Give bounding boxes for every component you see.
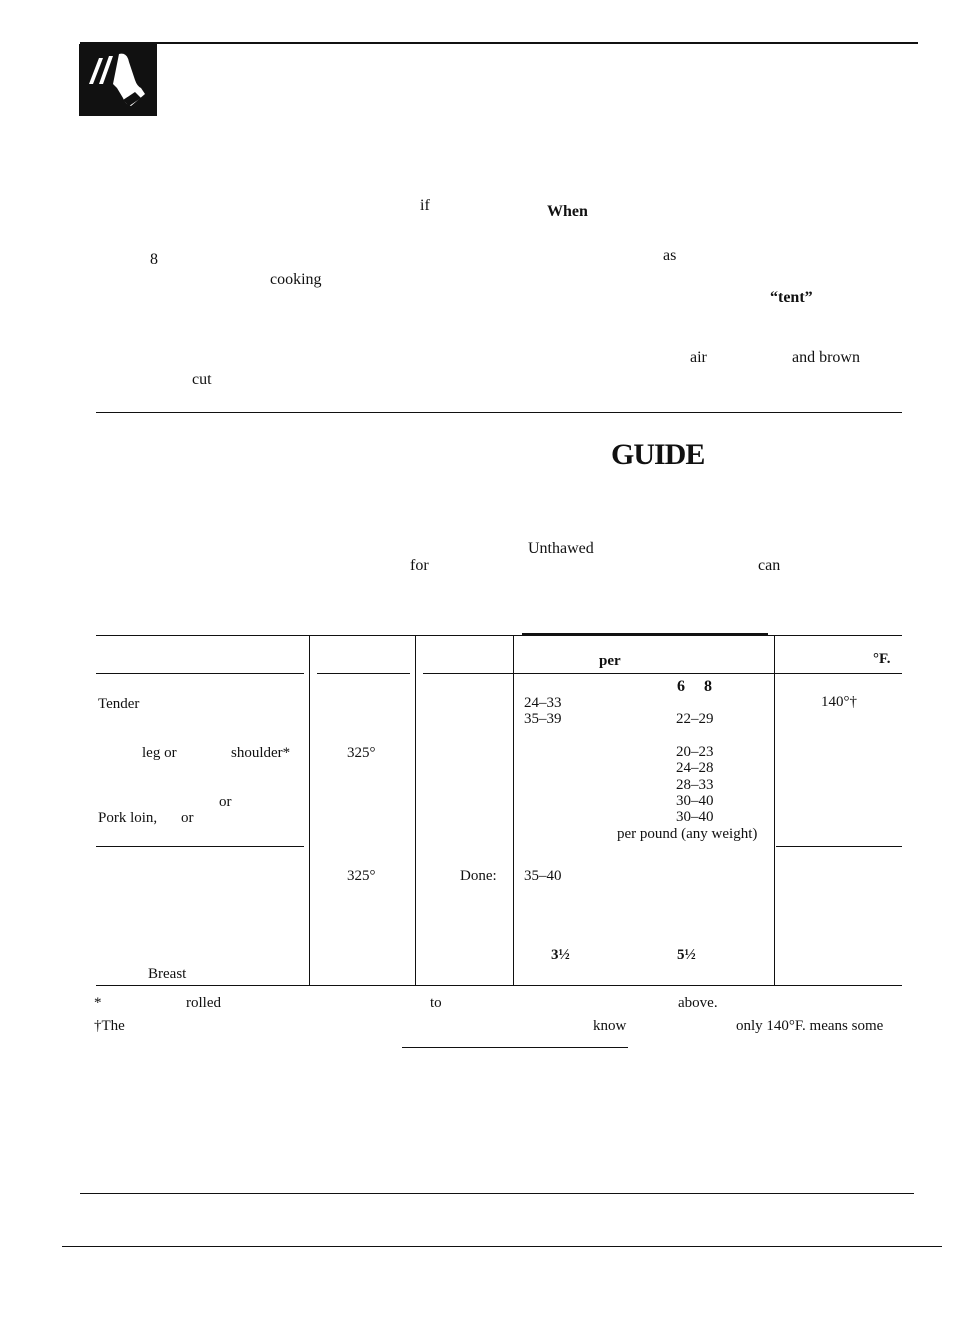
word-can: can [758, 557, 781, 574]
section-rule-a [96, 846, 304, 847]
footnote-know: know [593, 1018, 627, 1034]
cell-fraction-b: 5½ [677, 947, 696, 963]
cell-or: or [219, 794, 232, 810]
word-cut: cut [192, 371, 212, 388]
cell-time-3: 22–29 [676, 711, 714, 727]
cell-leg-or: leg or [142, 745, 177, 761]
header-rule-a [96, 673, 304, 674]
footnote-star: * [94, 995, 102, 1011]
cell-done: Done: [460, 868, 497, 884]
cell-time-7: 30–40 [676, 793, 714, 809]
cell-weight-8: 8 [704, 678, 712, 695]
section-rule [96, 412, 902, 413]
word-air: air [690, 349, 707, 366]
col-divider-3 [513, 635, 514, 985]
col-divider-4 [774, 635, 775, 985]
word-if: if [420, 197, 430, 214]
cell-meat-temp: 325° [347, 745, 376, 761]
cell-or-2: or [181, 810, 194, 826]
top-rule [80, 42, 918, 44]
cell-time-5: 24–28 [676, 760, 714, 776]
footnote-above: above. [678, 995, 718, 1011]
header-rule-b [317, 673, 410, 674]
word-as: as [663, 247, 677, 264]
footnote-to: to [430, 995, 442, 1011]
cell-poultry-temp: 325° [347, 868, 376, 884]
guide-heading: GUIDE [611, 438, 705, 471]
table-top-rule [96, 635, 902, 636]
cell-time-4: 20–23 [676, 744, 714, 760]
bottom-rule-1 [80, 1193, 914, 1194]
cell-time-8: 30–40 [676, 809, 714, 825]
cell-pork-loin: Pork loin, [98, 810, 158, 826]
word-unthawed: Unthawed [528, 540, 594, 557]
cell-time-2: 35–39 [524, 711, 562, 727]
col-divider-2 [415, 635, 416, 985]
footnote-underline [402, 1047, 628, 1048]
cell-time-1: 24–33 [524, 695, 562, 711]
bottom-rule-2 [62, 1246, 942, 1247]
word-when: When [547, 203, 588, 220]
cell-per-pound: per pound (any weight) [617, 826, 758, 842]
header-degrees-f: °F. [873, 651, 891, 667]
word-and-brown: and brown [792, 349, 860, 366]
cell-weight-6: 6 [677, 678, 685, 695]
section-rule-b [776, 846, 902, 847]
word-8: 8 [150, 251, 158, 268]
cell-shoulder: shoulder* [231, 745, 291, 761]
word-for: for [410, 557, 429, 574]
footnote-dagger-the: †The [94, 1018, 125, 1034]
cell-poultry-time: 35–40 [524, 868, 562, 884]
header-per: per [599, 653, 621, 669]
table-bottom-rule [96, 985, 902, 986]
cell-time-6: 28–33 [676, 777, 714, 793]
cell-tender: Tender [98, 696, 140, 712]
footnote-rolled: rolled [186, 995, 221, 1011]
word-cooking: cooking [270, 271, 322, 288]
cell-internal-temp: 140°† [821, 694, 857, 710]
col-divider-1 [309, 635, 310, 985]
cell-breast: Breast [148, 966, 187, 982]
hand-logo-icon [79, 44, 157, 116]
word-tent: “tent” [770, 289, 813, 306]
cell-fraction-a: 3½ [551, 947, 570, 963]
table-top-rule-thick [522, 633, 768, 635]
footnote-only: only 140°F. means some [736, 1018, 884, 1034]
header-rule-c [423, 673, 902, 674]
